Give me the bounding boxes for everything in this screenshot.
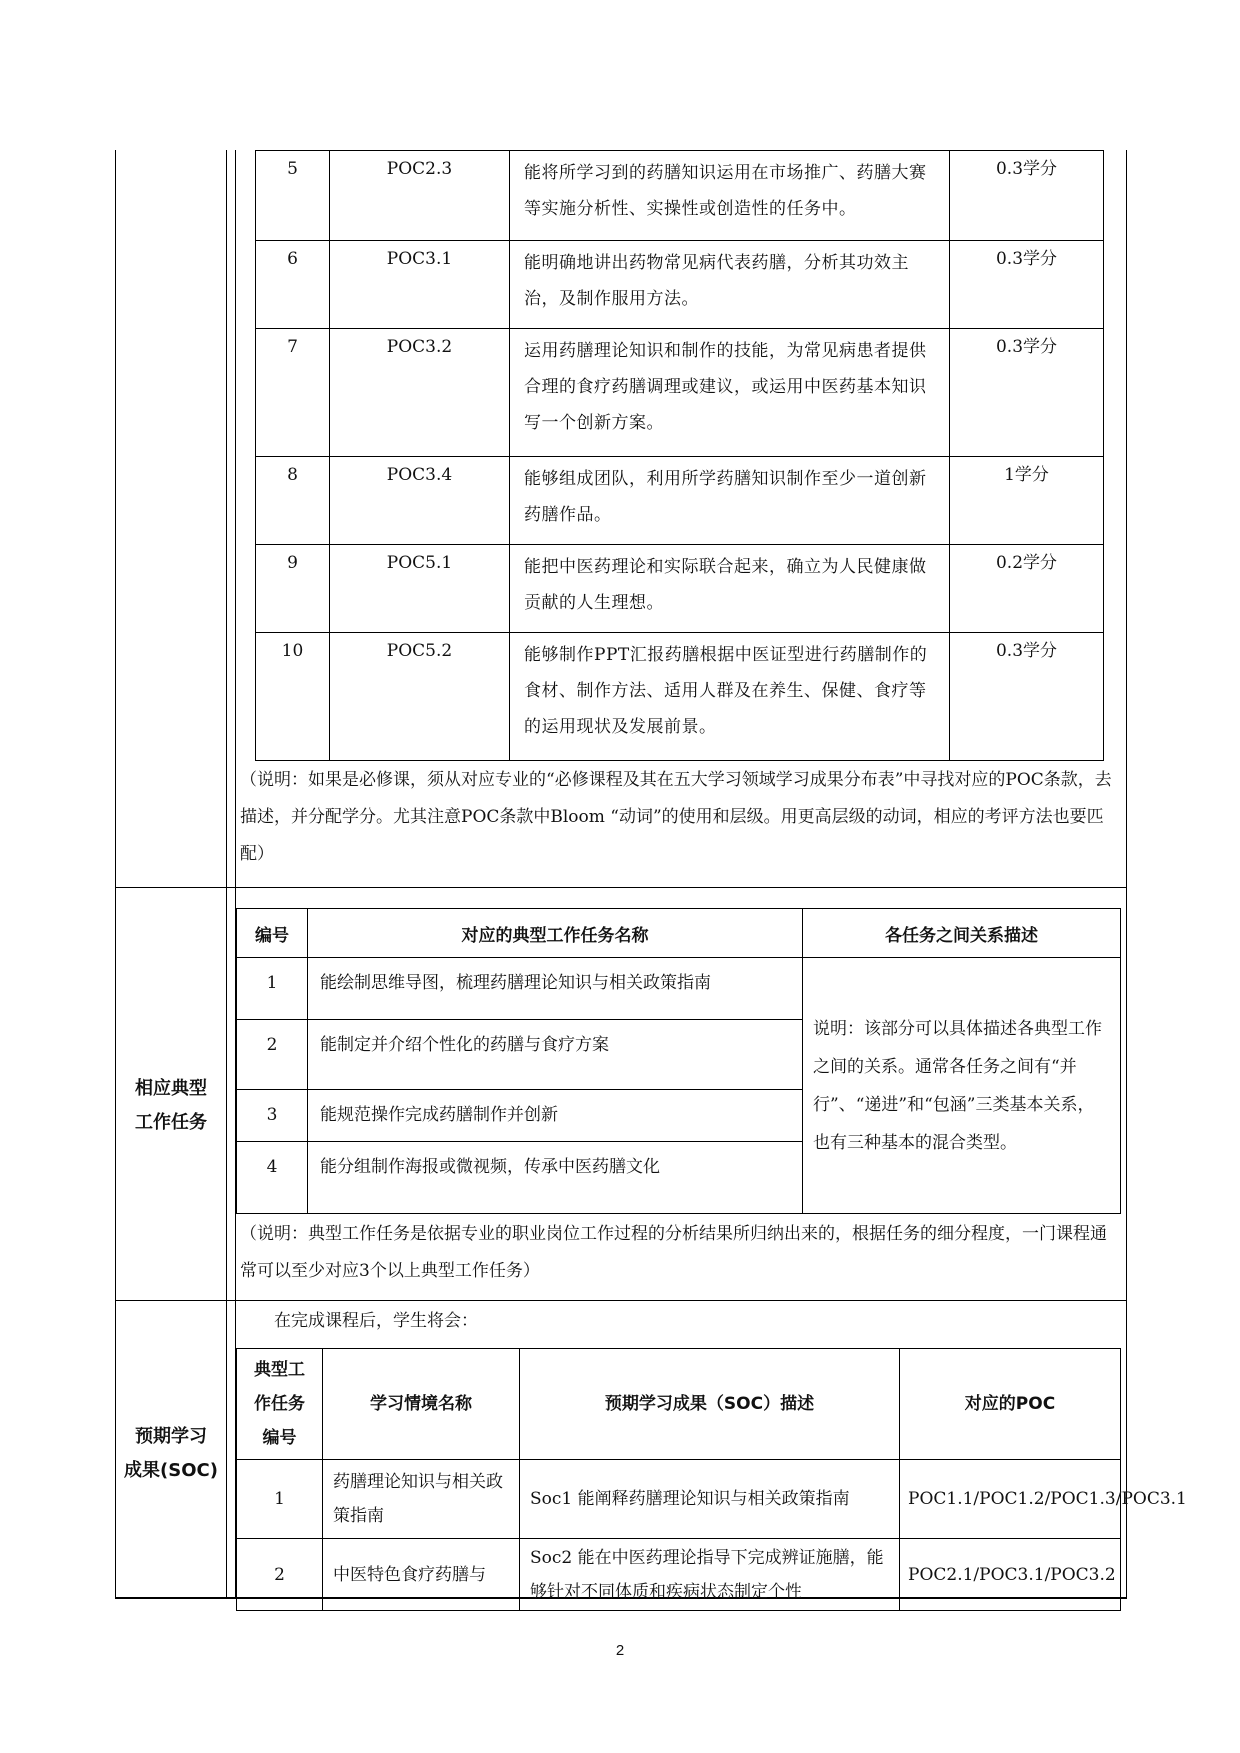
soc-description: Soc1 能阐释药膳理论知识与相关政策指南 xyxy=(520,1460,900,1539)
row-number: 9 xyxy=(256,545,330,633)
poc-description: 能把中医药理论和实际联合起来，确立为人民健康做贡献的人生理想。 xyxy=(510,545,950,633)
credit: 1学分 xyxy=(950,457,1104,545)
page-number: 2 xyxy=(615,1642,625,1659)
task-name: 能分组制作海报或微视频，传承中医药膳文化 xyxy=(308,1142,803,1214)
section-label-tasks: 相应典型 工作任务 xyxy=(135,1078,207,1133)
soc-intro: 在完成课程后，学生将会： xyxy=(274,1311,478,1331)
poc-description: 运用药膳理论知识和制作的技能，为常见病患者提供合理的食疗药膳调理或建议，或运用中医药基本知识写一个创新方案。 xyxy=(510,329,950,457)
task-name: 能制定并介绍个性化的药膳与食疗方案 xyxy=(308,1020,803,1090)
poc-description: 能够制作PPT汇报药膳根据中医证型进行药膳制作的食材、制作方法、适用人群及在养生、保健、食疗等的运用现状及发展前景。 xyxy=(510,633,950,761)
row-number: 10 xyxy=(256,633,330,761)
task-number: 1 xyxy=(237,958,308,1020)
table-row xyxy=(256,151,1104,241)
relation-description: 说明：该部分可以具体描述各典型工作之间的关系。通常各任务之间有“并行”、“递进”和“包涵”三类基本关系，也有三种基本的混合类型。 xyxy=(803,958,1121,1214)
table-row xyxy=(256,633,1104,761)
section-label-soc: 预期学习 成果(SOC) xyxy=(124,1426,218,1481)
table-row xyxy=(237,1539,1121,1611)
poc-note: （说明：如果是必修课，须从对应专业的“必修课程及其在五大学习领域学习成果分布表”中寻找对应的POC条款，去描述，并分配学分。尤其注意POC条款中Bloom “动词”的使用和层级。用更高层级的动词，相应的考评方法也要匹配） xyxy=(240,770,1112,864)
poc-code: POC3.1 xyxy=(330,241,510,329)
table-row xyxy=(256,545,1104,633)
table-row xyxy=(237,958,1121,1020)
col-header-task-no: 典型工作任务编号 xyxy=(237,1349,323,1460)
table-header-row xyxy=(237,1349,1121,1460)
poc-code: POC2.3 xyxy=(330,151,510,241)
tasks-table xyxy=(236,908,1121,1214)
row-number: 8 xyxy=(256,457,330,545)
tasks-note: （说明：典型工作任务是依据专业的职业岗位工作过程的分析结果所归纳出来的，根据任务的细分程度，一门课程通常可以至少对应3个以上典型工作任务） xyxy=(240,1224,1107,1281)
label-column-divider xyxy=(226,150,227,1598)
poc-code: POC3.2 xyxy=(330,329,510,457)
task-number: 4 xyxy=(237,1142,308,1214)
table-row xyxy=(256,329,1104,457)
col-header-task-name: 对应的典型工作任务名称 xyxy=(308,909,803,958)
task-number: 3 xyxy=(237,1090,308,1142)
credit: 0.3学分 xyxy=(950,151,1104,241)
row-number: 5 xyxy=(256,151,330,241)
credit: 0.3学分 xyxy=(950,241,1104,329)
poc-mapping: POC1.1/POC1.2/POC1.3/POC3.1 xyxy=(900,1460,1121,1539)
soc-description: Soc2 能在中医药理论指导下完成辨证施膳，能够针对不同体质和疾病状态制定个性 xyxy=(520,1539,900,1611)
poc-code: POC3.4 xyxy=(330,457,510,545)
col-header-poc: 对应的POC xyxy=(900,1349,1121,1460)
table-row xyxy=(256,457,1104,545)
section-divider-soc xyxy=(115,1300,1127,1301)
col-header-soc: 预期学习成果（SOC）描述 xyxy=(520,1349,900,1460)
poc-code: POC5.2 xyxy=(330,633,510,761)
col-header-scenario: 学习情境名称 xyxy=(323,1349,520,1460)
soc-table xyxy=(236,1348,1187,1611)
task-number: 2 xyxy=(237,1539,323,1611)
poc-description: 能将所学习到的药膳知识运用在市场推广、药膳大赛等实施分析性、实操性或创造性的任务中。 xyxy=(510,151,950,241)
row-number: 7 xyxy=(256,329,330,457)
task-name: 能规范操作完成药膳制作并创新 xyxy=(308,1090,803,1142)
col-header-no: 编号 xyxy=(237,909,308,958)
poc-code: POC5.1 xyxy=(330,545,510,633)
credit: 0.3学分 xyxy=(950,329,1104,457)
table-row xyxy=(256,241,1104,329)
poc-description: 能够组成团队，利用所学药膳知识制作至少一道创新药膳作品。 xyxy=(510,457,950,545)
scenario-name: 药膳理论知识与相关政策指南 xyxy=(323,1460,520,1539)
task-name: 能绘制思维导图，梳理药膳理论知识与相关政策指南 xyxy=(308,958,803,1020)
task-number: 2 xyxy=(237,1020,308,1090)
col-header-relation: 各任务之间关系描述 xyxy=(803,909,1121,958)
poc-table xyxy=(255,150,1104,761)
poc-mapping: POC2.1/POC3.1/POC3.2 xyxy=(900,1539,1121,1611)
credit: 0.3学分 xyxy=(950,633,1104,761)
table-row xyxy=(237,1460,1121,1539)
task-number: 1 xyxy=(237,1460,323,1539)
section-divider-tasks xyxy=(115,887,1127,888)
row-number: 6 xyxy=(256,241,330,329)
table-header-row xyxy=(237,909,1121,958)
poc-description: 能明确地讲出药物常见病代表药膳，分析其功效主治，及制作服用方法。 xyxy=(510,241,950,329)
credit: 0.2学分 xyxy=(950,545,1104,633)
scenario-name: 中医特色食疗药膳与 xyxy=(323,1539,520,1611)
